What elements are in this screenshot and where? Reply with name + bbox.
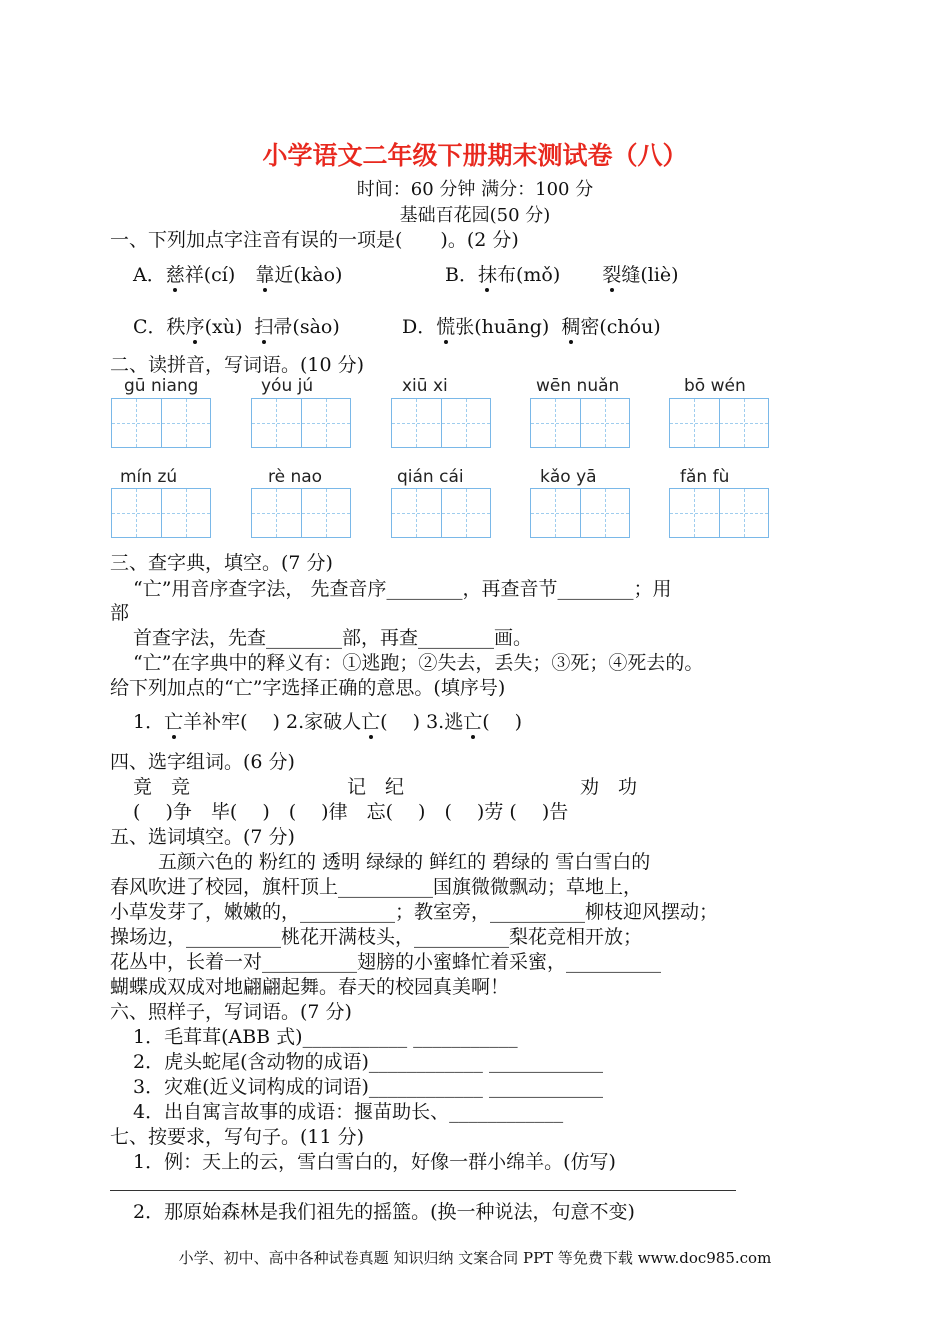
dotted-char: 靠 bbox=[255, 264, 275, 286]
q3-line: 部 bbox=[110, 602, 130, 624]
pinyin-label: fǎn fù bbox=[680, 467, 730, 487]
q7-item: 2．那原始森林是我们祖先的摇篮。(换一种说法，句意不变) bbox=[133, 1201, 635, 1223]
pinyin-label: mín zú bbox=[120, 467, 178, 487]
dotted-char: 亡 bbox=[164, 711, 184, 733]
pinyin-label: gū niang bbox=[124, 376, 199, 396]
q5-line: 花丛中，长着一对__________翅膀的小蜜蜂忙着采蜜，__________ bbox=[110, 951, 662, 973]
dotted-char: 亡 bbox=[463, 711, 483, 733]
time-score: 时间：60 分钟 满分：100 分 bbox=[356, 179, 594, 200]
writing-grid[interactable] bbox=[391, 488, 491, 538]
option-text: 羊补牢( ) 2.家破人 bbox=[183, 711, 362, 733]
option-text: ( ) 3.逃 bbox=[380, 711, 464, 733]
pinyin-label: wēn nuǎn bbox=[536, 376, 620, 396]
q3-options bbox=[133, 707, 522, 734]
word: 帚(sào) bbox=[273, 316, 340, 338]
dotted-char: 慈 bbox=[165, 264, 185, 286]
option-label: C． bbox=[133, 316, 167, 338]
q3-line: “亡”用音序查字法， 先查音序________，再查音节________；用 bbox=[133, 578, 672, 600]
option-label: A． bbox=[133, 264, 166, 286]
q5-line: 蝴蝶成双成对地翩翩起舞。春天的校园真美啊！ bbox=[110, 976, 510, 998]
page-title: 小学语文二年级下册期末测试卷（八） bbox=[262, 141, 688, 170]
writing-grid[interactable] bbox=[530, 398, 630, 448]
word: 布(mǒ) bbox=[496, 264, 561, 286]
option-label: B． bbox=[445, 264, 478, 286]
q1-option-d bbox=[402, 312, 661, 339]
q6-item: 1．毛茸茸(ABB 式)___________ ___________ bbox=[133, 1026, 518, 1048]
word: 张(huāng) bbox=[455, 316, 550, 338]
q5-line: 春风吹进了校园，旗杆顶上__________国旗微微飘动；草地上， bbox=[110, 876, 643, 898]
pinyin-label: rè nao bbox=[268, 467, 323, 487]
writing-grid[interactable] bbox=[111, 398, 211, 448]
q5-line: 小草发芽了，嫩嫩的，__________；教室旁，__________柳枝迎风摆动； bbox=[110, 901, 719, 923]
dotted-char: 抹 bbox=[477, 264, 497, 286]
option-text: ( ) bbox=[482, 711, 523, 733]
q7-stem: 七、按要求，写句子。(11 分) bbox=[110, 1126, 365, 1148]
word: 近(kào) bbox=[274, 264, 343, 286]
q5-line: 操场边，__________桃花开满枝头，__________梨花竞相开放； bbox=[110, 926, 643, 948]
dotted-char: 裂 bbox=[602, 264, 622, 286]
word: 密(chóu) bbox=[580, 316, 661, 338]
char-pair: 竟 竞 bbox=[133, 776, 191, 798]
q6-item: 2．虎头蛇尾(含动物的成语)____________ ____________ bbox=[133, 1051, 603, 1073]
q6-stem: 六、照样子，写词语。(7 分) bbox=[110, 1001, 352, 1023]
q2-stem: 二、读拼音，写词语。(10 分) bbox=[110, 354, 365, 376]
word: (xù) bbox=[204, 316, 243, 338]
writing-grid[interactable] bbox=[391, 398, 491, 448]
q5-stem: 五、选词填空。(7 分) bbox=[110, 826, 295, 848]
answer-line[interactable] bbox=[110, 1190, 736, 1191]
pinyin-label: kǎo yā bbox=[540, 467, 597, 487]
q4-blanks: ( )争 毕( ) ( )律 忘( ) ( )劳 ( )告 bbox=[133, 801, 569, 823]
writing-grid[interactable] bbox=[111, 488, 211, 538]
dotted-char: 稠 bbox=[561, 316, 581, 338]
q1-option-c bbox=[133, 312, 340, 339]
writing-grid[interactable] bbox=[669, 398, 769, 448]
footer: 小学、初中、高中各种试卷真题 知识归纳 文案合同 PPT 等免费下载 www.doc985.com bbox=[178, 1249, 772, 1267]
q1-stem: 一、下列加点字注音有误的一项是( )。(2 分) bbox=[110, 229, 519, 251]
writing-grid[interactable] bbox=[530, 488, 630, 538]
item-number: 1． bbox=[133, 711, 165, 733]
q3-line: 首查字法，先查________部，再查________画。 bbox=[133, 627, 533, 649]
dotted-char: 序 bbox=[185, 316, 205, 338]
pinyin-label: bō wén bbox=[684, 376, 746, 396]
word-bank: 五颜六色的 粉红的 透明 绿绿的 鲜红的 碧绿的 雪白雪白的 bbox=[158, 851, 651, 873]
word: 祥(cí) bbox=[184, 264, 236, 286]
q4-stem: 四、选字组词。(6 分) bbox=[110, 751, 295, 773]
q3-stem: 三、查字典，填空。(7 分) bbox=[110, 552, 333, 574]
option-label: D． bbox=[402, 316, 437, 338]
pinyin-label: xiū xi bbox=[402, 376, 448, 396]
q6-item: 3．灾难(近义词构成的词语)____________ ____________ bbox=[133, 1076, 603, 1098]
section-heading: 基础百花园(50 分) bbox=[399, 205, 551, 226]
writing-grid[interactable] bbox=[669, 488, 769, 538]
dotted-char: 亡 bbox=[361, 711, 381, 733]
word: 秩 bbox=[166, 316, 186, 338]
dotted-char: 扫 bbox=[254, 316, 274, 338]
writing-grid[interactable] bbox=[251, 488, 351, 538]
word: 缝(liè) bbox=[621, 264, 679, 286]
char-pair: 劝 功 bbox=[580, 776, 638, 798]
q6-item: 4．出自寓言故事的成语：揠苗助长、____________ bbox=[133, 1101, 564, 1123]
q3-line: 给下列加点的“亡”字选择正确的意思。(填序号) bbox=[110, 677, 506, 699]
writing-grid[interactable] bbox=[251, 398, 351, 448]
char-pair: 记 纪 bbox=[347, 776, 405, 798]
dotted-char: 慌 bbox=[436, 316, 456, 338]
q1-option-b bbox=[445, 260, 679, 287]
pinyin-label: qián cái bbox=[397, 467, 464, 487]
q3-line: “亡”在字典中的释义有：①逃跑；②失去，丢失；③死；④死去的。 bbox=[133, 652, 704, 674]
q1-option-a bbox=[133, 260, 342, 287]
q7-item: 1．例：天上的云，雪白雪白的，好像一群小绵羊。(仿写) bbox=[133, 1151, 616, 1173]
pinyin-label: yóu jú bbox=[261, 376, 314, 396]
